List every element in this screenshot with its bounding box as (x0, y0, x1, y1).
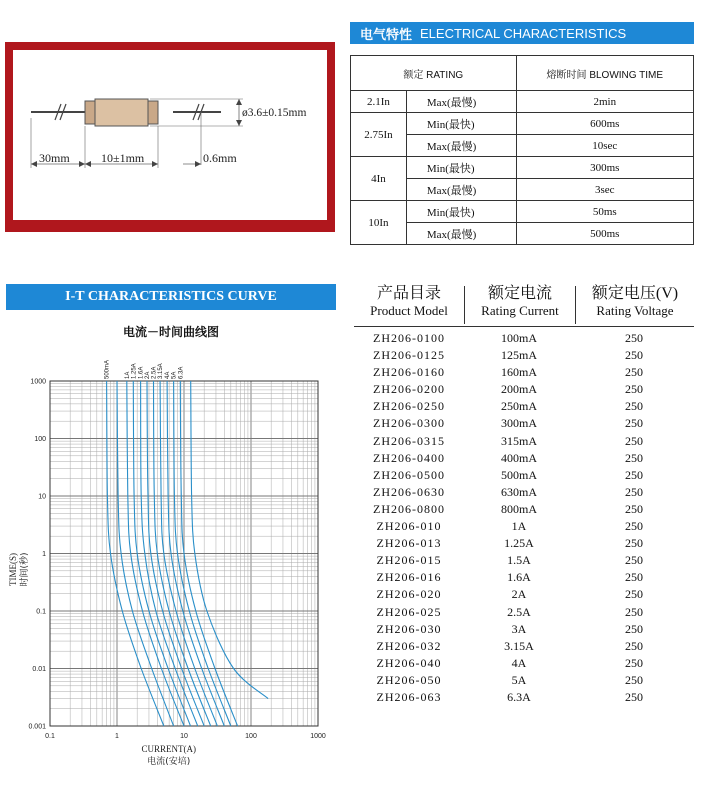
voltage-cell: 250 (625, 638, 643, 653)
table-row (354, 484, 694, 501)
model-cell: ZH206-0500 (373, 467, 445, 482)
lead-length-label: 30mm (39, 151, 70, 165)
electrical-title-en: ELECTRICAL CHARACTERISTICS (420, 25, 627, 41)
current-cell: 200mA (501, 382, 537, 397)
time-cell: 500ms (516, 223, 693, 245)
it-curve-title: I-T CHARACTERISTICS CURVE (65, 289, 277, 304)
voltage-cell: 250 (625, 399, 643, 414)
series-label: 5A (171, 371, 178, 379)
model-cell: ZH206-0300 (373, 416, 445, 431)
current-cell: 400mA (501, 450, 537, 465)
table-row (354, 604, 694, 621)
mode-cell: Max(最慢) (406, 135, 516, 157)
series-label: 1.6A (138, 366, 145, 379)
current-cell: 300mA (501, 416, 537, 431)
voltage-cell: 250 (625, 587, 643, 602)
current-cell: 1.5A (507, 553, 531, 568)
lead-diameter-label: 0.6mm (203, 151, 237, 165)
header-model-cn: 产品目录 (376, 285, 441, 302)
model-cell: ZH206-0100 (373, 331, 445, 345)
table-row (351, 201, 694, 223)
series-label: 2.5A (151, 366, 158, 379)
current-cell: 630mA (501, 484, 537, 499)
mode-cell: Max(最慢) (406, 179, 516, 201)
rating-cell: 4In (351, 157, 407, 201)
table-row (354, 415, 694, 432)
voltage-cell: 250 (625, 416, 643, 431)
y-tick-label: 10 (38, 493, 46, 501)
current-cell: 250mA (501, 399, 537, 414)
model-cell: ZH206-0800 (373, 501, 445, 516)
current-cell: 3A (511, 621, 527, 636)
current-cell: 1.6A (507, 570, 531, 585)
series-label: 4A (165, 371, 172, 379)
y-tick-label: 0.1 (36, 608, 46, 616)
table-row (354, 467, 694, 484)
voltage-cell: 250 (625, 365, 643, 380)
table-row (354, 518, 694, 535)
electrical-title-cn: 电气特性 (360, 26, 413, 42)
y-axis-label: TIME(S) (8, 553, 18, 586)
voltage-cell: 250 (625, 621, 643, 636)
model-cell: ZH206-0125 (373, 348, 445, 363)
voltage-cell: 250 (625, 433, 643, 448)
table-row (354, 450, 694, 467)
voltage-cell: 250 (625, 450, 643, 465)
table-row (351, 91, 694, 113)
voltage-cell: 250 (625, 672, 643, 687)
voltage-cell: 250 (625, 553, 643, 568)
current-cell: 1A (511, 519, 527, 534)
current-cell: 2.5A (507, 604, 531, 619)
rating-cell: 2.75In (351, 113, 407, 157)
table-row (354, 689, 694, 706)
current-cell: 1.25A (504, 536, 534, 551)
series-label: 3.15A (158, 363, 165, 379)
table-row (351, 157, 694, 179)
voltage-cell: 250 (625, 501, 643, 516)
header-voltage-cn: 额定电压(V) (591, 285, 679, 302)
table-row (354, 398, 694, 415)
table-row (354, 672, 694, 689)
table-row (351, 113, 694, 135)
voltage-cell: 250 (625, 519, 643, 534)
time-cell: 600ms (516, 113, 693, 135)
y-tick-label: 1 (42, 551, 46, 558)
table-row (354, 655, 694, 672)
model-cell: ZH206-016 (376, 570, 442, 585)
y-tick-label: 0.01 (32, 666, 46, 673)
time-cell: 10sec (516, 135, 693, 157)
model-cell: ZH206-030 (376, 621, 442, 636)
table-row (354, 621, 694, 638)
current-cell: 160mA (501, 365, 537, 380)
table-row (354, 433, 694, 450)
body-length-label: 10±1mm (101, 151, 145, 165)
mode-cell: Min(最快) (406, 113, 516, 135)
time-cell: 50ms (516, 201, 693, 223)
voltage-cell: 250 (625, 331, 643, 345)
header-voltage-en: Rating Voltage (596, 303, 674, 318)
mode-cell: Max(最慢) (406, 91, 516, 113)
table-row (354, 501, 694, 518)
model-cell: ZH206-063 (376, 689, 442, 704)
it-curve-section-header (6, 284, 336, 310)
mode-cell: Min(最快) (406, 157, 516, 179)
voltage-cell: 250 (625, 570, 643, 585)
current-cell: 4A (511, 655, 527, 670)
voltage-cell: 250 (625, 382, 643, 397)
dimension-drawing (13, 50, 327, 220)
x-tick-label: 1 (115, 733, 119, 740)
voltage-cell: 250 (625, 604, 643, 619)
table-row (354, 364, 694, 381)
header-model-en: Product Model (370, 303, 448, 318)
blowing-header: 熔断时间 BLOWING TIME (516, 56, 693, 91)
current-cell: 5A (511, 672, 527, 687)
y-tick-label: 0.001 (28, 723, 46, 731)
model-cell: ZH206-0400 (373, 450, 445, 465)
x-tick-label: 1000 (310, 733, 326, 740)
rating-cell: 2.1In (351, 91, 407, 113)
table-row (354, 330, 694, 347)
model-cell: ZH206-0250 (373, 399, 445, 414)
voltage-cell: 250 (625, 536, 643, 551)
series-label: 2A (144, 371, 151, 379)
table-row (354, 347, 694, 364)
diameter-label: ø3.6±0.15mm (242, 107, 307, 119)
model-cell: ZH206-0315 (373, 433, 445, 448)
current-cell: 500mA (501, 467, 537, 482)
rating-cell: 10In (351, 201, 407, 245)
x-tick-label: 10 (180, 733, 188, 740)
model-cell: ZH206-010 (376, 519, 442, 534)
series-label: 1A (124, 371, 131, 379)
header-rating-voltage (576, 285, 694, 319)
model-cell: ZH206-0160 (373, 365, 445, 380)
mode-cell: Min(最快) (406, 201, 516, 223)
current-cell: 315mA (501, 433, 537, 448)
table-row (354, 552, 694, 569)
y-tick-label: 100 (34, 436, 46, 443)
x-axis-label-cn: 电流(安培) (147, 757, 191, 767)
voltage-cell: 250 (625, 467, 643, 482)
model-cell: ZH206-015 (376, 553, 442, 568)
table-row (354, 569, 694, 586)
header-current-en: Rating Current (481, 303, 559, 318)
voltage-cell: 250 (625, 484, 643, 499)
electrical-table (350, 55, 694, 245)
chart-title: 电流－时间曲线图 (122, 325, 219, 339)
x-tick-label: 0.1 (45, 733, 55, 740)
model-cell: ZH206-013 (376, 536, 442, 551)
electrical-section-header (350, 22, 694, 44)
current-cell: 3.15A (504, 638, 534, 653)
current-cell: 6.3A (507, 689, 531, 704)
time-cell: 3sec (516, 179, 693, 201)
model-cell: ZH206-0200 (373, 382, 445, 397)
mode-cell: Max(最慢) (406, 223, 516, 245)
voltage-cell: 250 (625, 655, 643, 670)
header-underline (354, 326, 694, 327)
y-tick-label: 1000 (30, 378, 46, 386)
table-row (354, 638, 694, 655)
time-cell: 2min (516, 91, 693, 113)
x-axis-label: CURRENT(A) (141, 744, 197, 754)
model-cell: ZH206-050 (376, 672, 442, 687)
current-cell: 800mA (501, 501, 537, 516)
model-cell: ZH206-032 (376, 638, 442, 653)
voltage-cell: 250 (625, 689, 643, 704)
series-label: 1.25A (131, 363, 138, 379)
time-cell: 300ms (516, 157, 693, 179)
electrical-header-row (351, 56, 694, 91)
y-axis-label-cn: 时间(秒) (20, 552, 30, 587)
model-cell: ZH206-040 (376, 655, 442, 670)
current-cell: 100mA (501, 331, 537, 345)
header-rating-current (465, 285, 575, 319)
rating-header: 额定 RATING (351, 56, 517, 91)
current-cell: 125mA (501, 348, 537, 363)
series-label: 6.3A (178, 366, 185, 379)
series-label: 500mA (104, 359, 111, 379)
table-row (354, 586, 694, 603)
it-curve-chart (0, 340, 340, 780)
model-cell: ZH206-0630 (373, 484, 445, 499)
header-product-model (354, 285, 464, 319)
table-row (354, 381, 694, 398)
x-tick-label: 100 (245, 733, 257, 740)
model-cell: ZH206-020 (376, 587, 442, 602)
table-row (354, 535, 694, 552)
current-cell: 2A (511, 587, 527, 602)
header-current-cn: 额定电流 (487, 285, 552, 302)
model-cell: ZH206-025 (376, 604, 442, 619)
product-list (354, 330, 694, 706)
voltage-cell: 250 (625, 348, 643, 363)
